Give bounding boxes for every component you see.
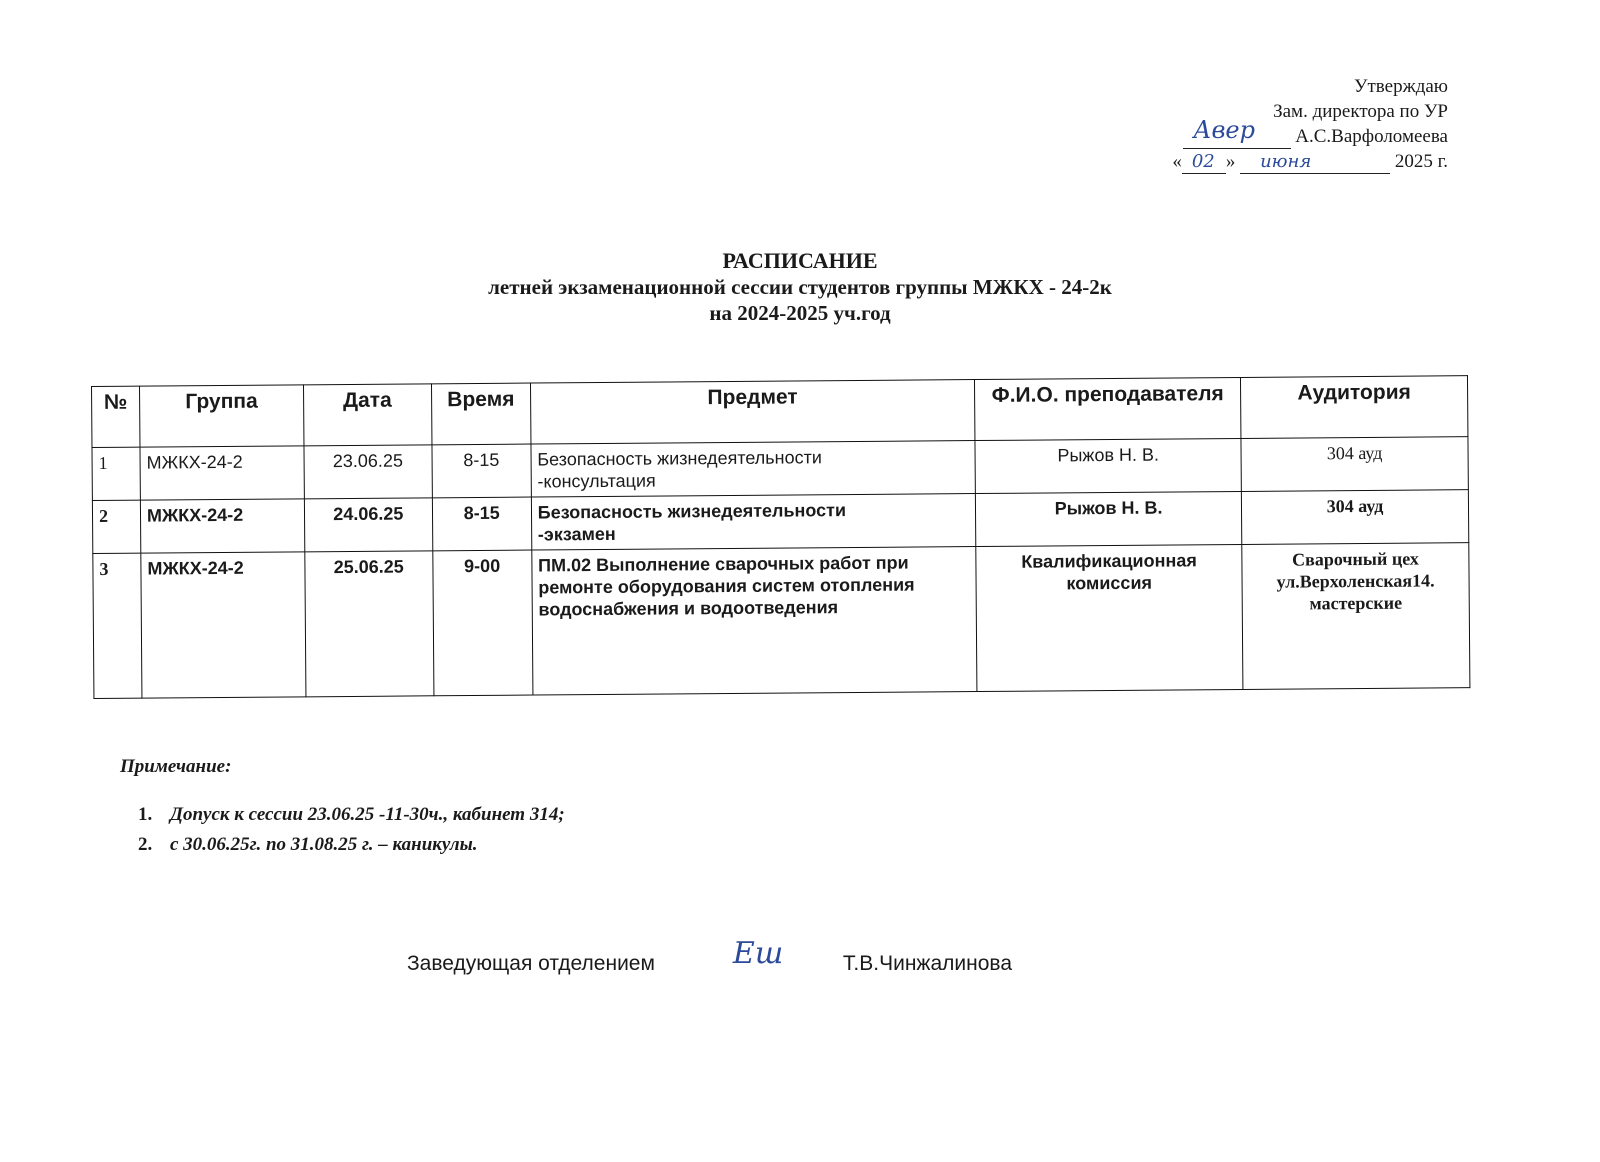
head-signature: Еш bbox=[732, 936, 784, 971]
note-item bbox=[138, 830, 565, 860]
approval-date: « 02 » июня 2025 г. bbox=[1172, 151, 1448, 172]
note-list bbox=[138, 800, 565, 860]
cell-subject: ПМ.02 Выполнение сварочных работ при ремонте оборудования систем отопления водоснабжения и водоотведения bbox=[532, 547, 978, 695]
cell-date: 25.06.25 bbox=[305, 551, 434, 697]
approver-signature: Авер bbox=[1183, 128, 1291, 149]
header-date: Дата bbox=[303, 384, 431, 446]
cell-date: 23.06.25 bbox=[304, 445, 432, 499]
approver-name: А.С.Варфоломеева bbox=[1295, 126, 1448, 147]
cell-subject bbox=[531, 494, 976, 550]
title-main: РАСПИСАНИЕ bbox=[722, 248, 878, 273]
footer-signature bbox=[407, 936, 1013, 976]
document-title bbox=[0, 248, 1600, 326]
subject-line: Безопасность жизнедеятельности bbox=[537, 500, 847, 523]
subject-line: -консультация bbox=[537, 470, 656, 492]
header-subject: Предмет bbox=[530, 380, 975, 444]
header-group: Группа bbox=[139, 385, 303, 447]
cell-time: 8-15 bbox=[432, 497, 531, 551]
note-label: Примечание: bbox=[120, 756, 232, 777]
cell-time: 8-15 bbox=[432, 444, 531, 498]
cell-room: 304 ауд bbox=[1241, 437, 1468, 492]
note-item-text: Допуск к сессии 23.06.25 -11-30ч., кабинет 314; bbox=[170, 804, 565, 825]
cell-teacher: Рыжов Н. В. bbox=[975, 438, 1241, 493]
table-header-row bbox=[92, 376, 1468, 448]
subject-line: Безопасность жизнедеятельности bbox=[537, 447, 822, 470]
approval-month: июня bbox=[1240, 153, 1390, 174]
footer-role: Заведующая отделением bbox=[407, 952, 655, 975]
approval-block bbox=[1172, 74, 1448, 174]
cell-num: 1 bbox=[92, 447, 140, 500]
title-year: на 2024-2025 уч.год bbox=[709, 301, 891, 325]
cell-date: 24.06.25 bbox=[304, 498, 432, 552]
approver-line bbox=[1172, 116, 1448, 149]
approver-position: Зам. директора по УР bbox=[1273, 101, 1448, 122]
title-subtitle: летней экзаменационной сессии студентов группы МЖКХ - 24-2к bbox=[488, 275, 1112, 299]
cell-room: 304 ауд bbox=[1241, 490, 1468, 545]
note-item-number: 2. bbox=[138, 834, 153, 855]
table-row bbox=[93, 543, 1470, 699]
note-item bbox=[138, 800, 565, 830]
approve-word: Утверждаю bbox=[1354, 76, 1448, 97]
footer-name: Т.В.Чинжалинова bbox=[842, 952, 1013, 975]
note-item-number: 1. bbox=[138, 804, 153, 825]
header-room: Аудитория bbox=[1241, 376, 1468, 439]
cell-room: Сварочный цех ул.Верхоленская14. мастерские bbox=[1242, 543, 1470, 690]
header-teacher: Ф.И.О. преподавателя bbox=[975, 377, 1241, 440]
cell-num: 3 bbox=[93, 553, 142, 698]
header-time: Время bbox=[431, 383, 530, 445]
subject-line: -экзамен bbox=[537, 523, 616, 545]
cell-num: 2 bbox=[92, 500, 140, 553]
cell-teacher: Рыжов Н. В. bbox=[976, 491, 1242, 546]
cell-subject bbox=[531, 441, 976, 497]
cell-teacher: Квалификационная комиссия bbox=[976, 544, 1243, 691]
cell-group: МЖКХ-24-2 bbox=[140, 499, 304, 553]
schedule-table bbox=[91, 375, 1470, 699]
approval-year: 2025 г. bbox=[1394, 151, 1448, 172]
approval-day: 02 bbox=[1182, 153, 1226, 174]
cell-group: МЖКХ-24-2 bbox=[140, 446, 304, 500]
header-num: № bbox=[92, 386, 140, 447]
cell-group: МЖКХ-24-2 bbox=[141, 552, 306, 698]
cell-time: 9-00 bbox=[433, 550, 533, 696]
note-item-text: с 30.06.25г. по 31.08.25 г. – каникулы. bbox=[170, 834, 478, 855]
